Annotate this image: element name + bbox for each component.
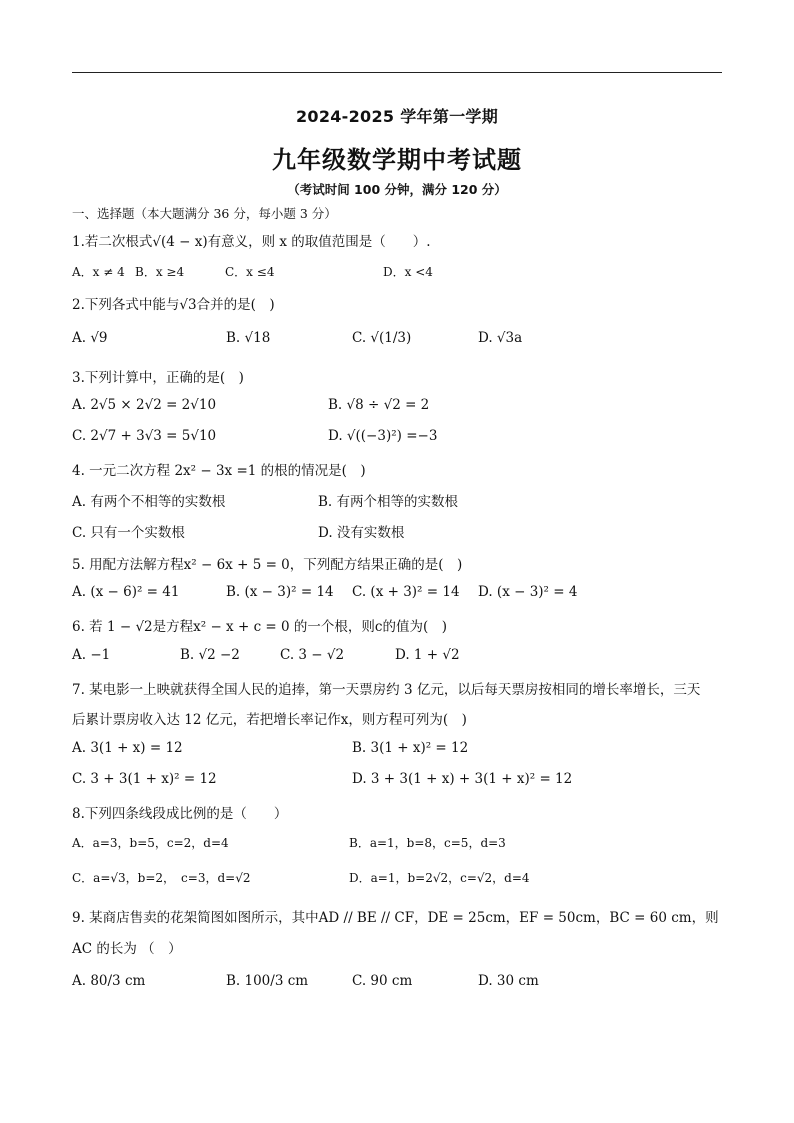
- question-6: 6. 若 1 − √2是方程x² − x + c = 0 的一个根，则c的值为( ): [72, 619, 447, 635]
- q5-option-a: A. (x − 6)² = 41: [72, 584, 180, 600]
- question-1: 1.若二次根式√(4 − x)有意义，则 x 的取值范围是（ ）.: [72, 234, 431, 250]
- q8-option-d: D．a=1，b=2√2，c=√2，d=4: [349, 871, 530, 885]
- q2-option-b: B. √18: [226, 330, 271, 346]
- q1-option-b: B．x ≥4: [135, 265, 185, 279]
- q6-option-b: B. √2 −2: [180, 647, 240, 663]
- q9-option-d: D. 30 cm: [478, 973, 539, 989]
- q7-option-b: B. 3(1 + x)² = 12: [352, 740, 469, 756]
- q2-option-d: D. √3a: [478, 330, 523, 346]
- q3-option-c: C. 2√7 + 3√3 = 5√10: [72, 428, 217, 444]
- question-9-line-2: AC 的长为 （ ）: [72, 941, 182, 957]
- q8-option-c: C．a=√3，b=2， c=3，d=√2: [72, 871, 251, 885]
- q8-option-b: B．a=1，b=8，c=5，d=3: [349, 836, 506, 850]
- q6-option-d: D. 1 + √2: [395, 647, 460, 663]
- question-9: 9. 某商店售卖的花架简图如图所示，其中AD // BE // CF，DE = 25cm，EF = 50cm，BC = 60 cm，则: [72, 910, 719, 926]
- q5-option-c: C. (x + 3)² = 14: [352, 584, 460, 600]
- q5-option-b: B. (x − 3)² = 14: [226, 584, 334, 600]
- q9-option-b: B. 100/3 cm: [226, 973, 309, 989]
- q9-option-a: A. 80/3 cm: [72, 973, 146, 989]
- q1-option-a: A．x ≠ 4: [72, 265, 125, 279]
- question-7: 7. 某电影一上映就获得全国人民的追捧，第一天票房约 3 亿元，以后每天票房按相同的增长率增长，三天: [72, 682, 701, 698]
- q2-option-c: C. √(1/3): [352, 330, 412, 346]
- q8-option-a: A．a=3，b=5，c=2，d=4: [72, 836, 229, 850]
- q9-option-c: C. 90 cm: [352, 973, 413, 989]
- q5-option-d: D. (x − 3)² = 4: [478, 584, 578, 600]
- question-8: 8.下列四条线段成比例的是（ ）: [72, 806, 288, 822]
- q4-option-b: B. 有两个相等的实数根: [318, 494, 459, 510]
- q3-option-b: B. √8 ÷ √2 = 2: [328, 397, 430, 413]
- q7-option-d: D. 3 + 3(1 + x) + 3(1 + x)² = 12: [352, 771, 573, 787]
- school-year: 2024-2025 学年第一学期: [295, 107, 499, 126]
- section-heading: 一、选择题（本大题满分 36 分，每小题 3 分）: [72, 206, 337, 221]
- q2-option-a: A. √9: [72, 330, 108, 346]
- exam-title: 九年级数学期中考试题: [272, 146, 522, 174]
- q7-option-c: C. 3 + 3(1 + x)² = 12: [72, 771, 217, 787]
- question-7-line-2: 后累计票房收入达 12 亿元，若把增长率记作x，则方程可列为( ): [72, 712, 467, 728]
- q4-option-a: A. 有两个不相等的实数根: [72, 494, 226, 510]
- header-rule: [72, 72, 722, 73]
- question-5: 5. 用配方法解方程x² − 6x + 5 = 0，下列配方结果正确的是( ): [72, 557, 463, 573]
- q4-option-c: C. 只有一个实数根: [72, 525, 185, 541]
- q1-option-d: D．x <4: [383, 265, 433, 279]
- question-4: 4. 一元二次方程 2x² − 3x =1 的根的情况是( ): [72, 463, 366, 479]
- q7-option-a: A. 3(1 + x) = 12: [72, 740, 183, 756]
- q6-option-a: A. −1: [72, 647, 111, 663]
- q3-option-a: A. 2√5 × 2√2 = 2√10: [72, 397, 217, 413]
- question-3: 3.下列计算中，正确的是( ): [72, 370, 244, 386]
- q6-option-c: C. 3 − √2: [280, 647, 345, 663]
- q4-option-d: D. 没有实数根: [318, 525, 405, 541]
- question-2: 2.下列各式中能与√3合并的是( ): [72, 297, 275, 313]
- exam-subtitle: （考试时间 100 分钟，满分 120 分）: [287, 182, 507, 197]
- q1-option-c: C．x ≤4: [225, 265, 275, 279]
- q3-option-d: D. √((−3)²) =−3: [328, 428, 438, 444]
